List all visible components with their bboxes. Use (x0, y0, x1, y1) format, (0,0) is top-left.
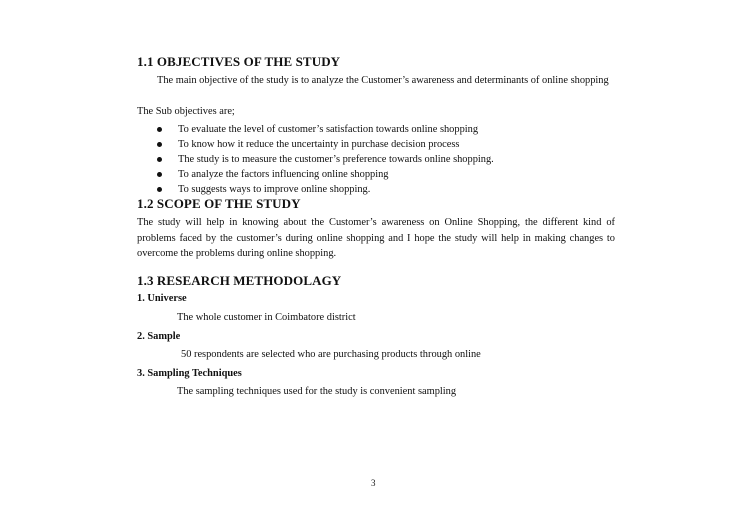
methodology-item-title: 3. Sampling Techniques (137, 368, 242, 379)
objectives-intro-paragraph: The main objective of the study is to analyze the Customer’s awareness and determinants of online shopping (157, 75, 609, 86)
section-heading-objectives: 1.1 OBJECTIVES OF THE STUDY (137, 54, 341, 69)
methodology-item-title: 2. Sample (137, 331, 181, 342)
bullet-icon (157, 157, 162, 162)
methodology-item-text: The sampling techniques used for the study is convenient sampling (177, 386, 457, 397)
list-item-text: To know how it reduce the uncertainty in purchase decision process (178, 139, 460, 150)
sub-objectives-label: The Sub objectives are; (137, 106, 235, 117)
bullet-icon (157, 187, 162, 192)
section-heading-scope: 1.2 SCOPE OF THE STUDY (137, 196, 301, 211)
bullet-icon (157, 172, 162, 177)
list-item-text: To suggests ways to improve online shopping. (178, 184, 371, 195)
page-number: 3 (371, 478, 376, 488)
methodology-item-title: 1. Universe (137, 293, 187, 304)
list-item (137, 182, 615, 197)
list-item-text: To analyze the factors influencing online shopping (178, 169, 389, 180)
section-heading-methodology: 1.3 RESEARCH METHODOLAGY (137, 273, 342, 288)
list-item (137, 137, 615, 152)
list-item (137, 122, 615, 137)
sub-objectives-list (137, 122, 615, 197)
scope-paragraph: The study will help in knowing about the Customer’s awareness on Online Shopping, the different kind of problems faced by the customer’s during online shopping and I hope the study will help in making changes to overcome the problems during online shopping. (137, 217, 615, 259)
list-item (137, 167, 615, 182)
list-item-text: The study is to measure the customer’s preference towards online shopping. (178, 154, 494, 165)
methodology-item-text: 50 respondents are selected who are purchasing products through online (181, 349, 481, 360)
bullet-icon (157, 142, 162, 147)
list-item (137, 152, 615, 167)
methodology-item-text: The whole customer in Coimbatore district (177, 312, 356, 323)
bullet-icon (157, 127, 162, 132)
list-item-text: To evaluate the level of customer’s satisfaction towards online shopping (178, 124, 479, 135)
